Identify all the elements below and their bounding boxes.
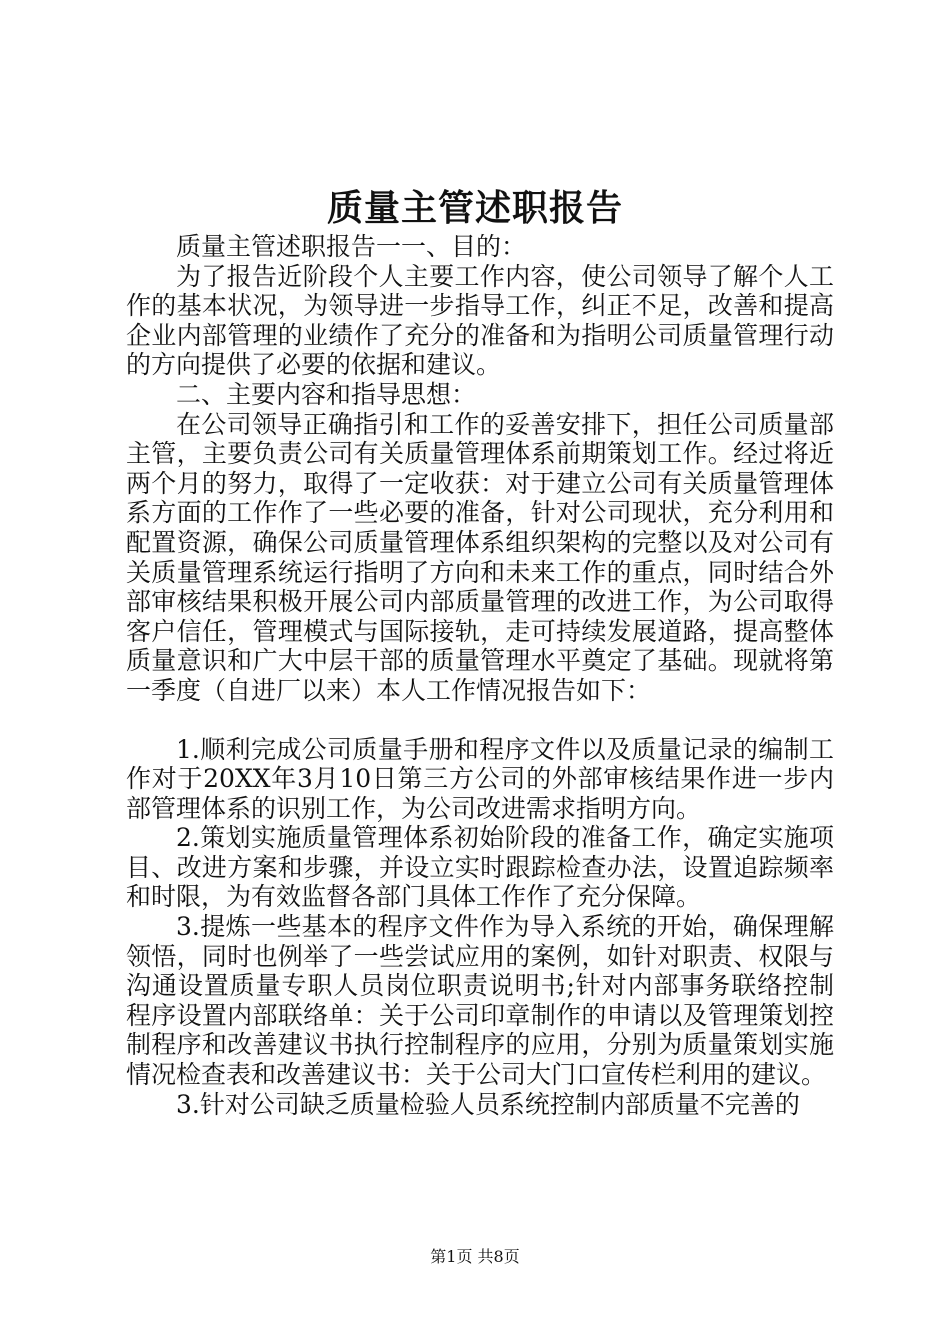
- paragraph-main-content: 在公司领导正确指引和工作的妥善安排下，担任公司质量部主管，主要负责公司有关质量管理体系前期策划工作。经过将近两个月的努力，取得了一定收获：对于建立公司有关质量管理体系方面的工作作了一些必要的准备，针对公司现状，充分利用和配置资源，确保公司质量管理体系组织架构的完整以及对公司有关质量管理系统运行指明了方向和未来工作的重点，同时结合外部审核结果积极开展公司内部质量管理的改进工作，为公司取得客户信任，管理模式与国际接轨，走可持续发展道路，提高整体质量意识和广大中层干部的质量管理水平奠定了基础。现就将第一季度（自进厂以来）本人工作情况报告如下：: [126, 409, 834, 705]
- paragraph-item-3: 3.提炼一些基本的程序文件作为导入系统的开始，确保理解领悟，同时也例举了一些尝试应用的案例，如针对职责、权限与沟通设置质量专职人员岗位职责说明书;针对内部事务联络控制程序设置内部联络单：关于公司印章制作的申请以及管理策划控制程序和改善建议书执行控制程序的应用，分别为质量策划实施情况检查表和改善建议书：关于公司大门口宣传栏利用的建议。: [126, 912, 834, 1090]
- document-body: [126, 232, 834, 1119]
- paragraph-intro: 质量主管述职报告一一、目的：: [176, 232, 527, 261]
- document-title: 质量主管述职报告: [326, 187, 623, 229]
- page-number-footer: 第1页 共8页: [430, 1247, 520, 1266]
- paragraph-item-1: 1.顺利完成公司质量手册和程序文件以及质量记录的编制工作对于20XX年3月10日第三方公司的外部审核结果作进一步内部管理体系的识别工作，为公司改进需求指明方向。: [126, 734, 834, 823]
- paragraph-purpose: 为了报告近阶段个人主要工作内容，使公司领导了解个人工作的基本状况，为领导进一步指导工作，纠正不足，改善和提高企业内部管理的业绩作了充分的准备和为指明公司质量管理行动的方向提供了必要的依据和建议。: [126, 261, 834, 380]
- paragraph-item-3b: 3.针对公司缺乏质量检验人员系统控制内部质量不完善的: [176, 1089, 800, 1119]
- paragraph-section-heading: 二、主要内容和指导思想：: [176, 379, 477, 409]
- paragraph-item-2: 2.策划实施质量管理体系初始阶段的准备工作，确定实施项目、改进方案和步骤，并设立实时跟踪检查办法，设置追踪频率和时限，为有效监督各部门具体工作作了充分保障。: [126, 823, 834, 912]
